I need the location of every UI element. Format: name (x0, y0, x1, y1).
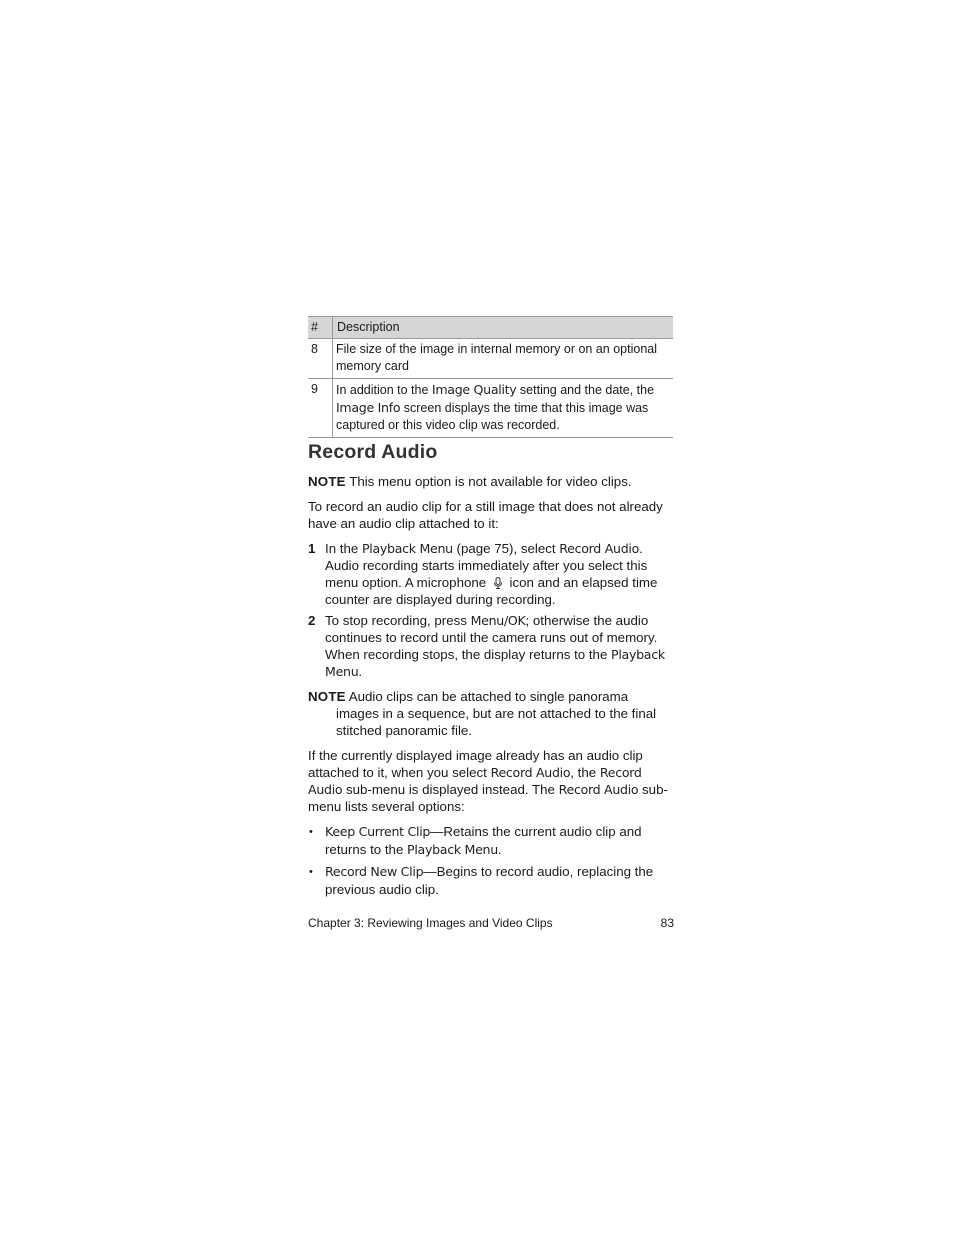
step-item: 1 In the Playback Menu (page 75), select Record Audio. Audio recording starts immediately after you select this menu option. A microphone icon and an elapsed time counter are displayed during recording. (308, 541, 658, 607)
menu-term: Record New Clip (325, 864, 424, 879)
option-item: • Record New Clip—Begins to record audio, replacing the previous audio clip. (309, 864, 654, 897)
menu-term: Playback Menu (325, 647, 665, 679)
menu-term: Playback Menu (407, 842, 498, 857)
table-row (308, 379, 673, 438)
table-header-row (308, 317, 673, 339)
menu-term: Playback Menu (361, 541, 453, 556)
option-item: • Keep Current Clip—Retains the current audio clip and returns to the Playback Menu. (309, 824, 642, 857)
menu-term: Image Quality (431, 382, 517, 397)
step-number: 2 (308, 613, 316, 628)
page-number: 83 (660, 916, 674, 930)
row-number: 9 (308, 379, 333, 438)
menu-term: Record Audio (558, 782, 639, 797)
column-header-description: Description (333, 317, 674, 339)
note-paragraph: NOTE This menu option is not available for video clips. (308, 474, 632, 489)
options-intro-paragraph: If the currently displayed image already has an audio clip attached to it, when you select Record Audio, the Record Audio sub-menu is displayed instead. The Record Audio sub-menu lists several options: (308, 748, 668, 814)
menu-term: Record Audio (308, 765, 642, 797)
section-title: Record Audio (308, 441, 438, 463)
menu-term: Record Audio (559, 541, 639, 556)
description-table (308, 316, 673, 438)
note-label: NOTE (308, 689, 346, 704)
row-description: In addition to the Image Quality setting and the date, the Image Info screen displays the time that this image was captured or this video clip was recorded. (333, 379, 674, 438)
note-paragraph: NOTE Audio clips can be attached to single panorama images in a sequence, but are not attached to the final stitched panoramic file. (308, 689, 657, 738)
chapter-title: Chapter 3: Reviewing Images and Video Clips (308, 916, 553, 930)
steps-list (308, 540, 674, 680)
row-number: 8 (308, 339, 333, 379)
step-number: 1 (308, 541, 316, 556)
step-item: 2 To stop recording, press Menu/OK; otherwise the audio continues to record until the camera runs out of memory. When recording stops, the display returns to the Playback Menu. (308, 613, 665, 679)
bullet-icon: • (309, 866, 313, 878)
microphone-icon (493, 577, 503, 589)
row-description: File size of the image in internal memory or on an optional memory card (333, 339, 674, 379)
column-header-number: # (308, 317, 333, 339)
intro-paragraph: To record an audio clip for a still image that does not already have an audio clip attached to it: (308, 499, 663, 531)
menu-term: Record Audio (490, 765, 571, 780)
options-list (308, 823, 674, 899)
menu-term: Keep Current Clip (325, 824, 431, 839)
manual-page (308, 316, 674, 903)
bullet-icon: • (309, 826, 313, 838)
note-label: NOTE (308, 474, 346, 489)
menu-term: Image Info (336, 400, 401, 415)
table-row (308, 339, 673, 379)
menu-term: Menu/OK (470, 613, 526, 628)
page-footer (308, 915, 674, 931)
